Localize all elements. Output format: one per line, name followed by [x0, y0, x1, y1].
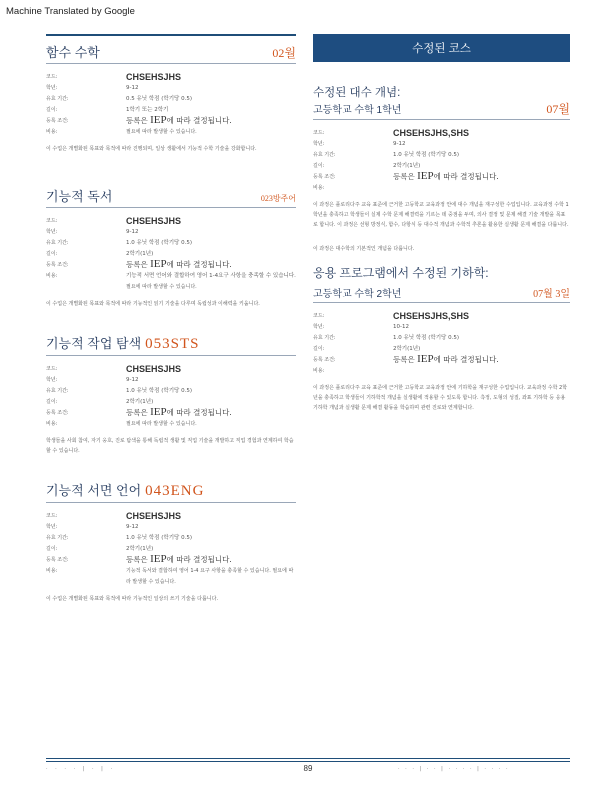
course-code-value: CHSEHSJHS — [126, 72, 182, 82]
iep-term: IEP — [150, 258, 167, 270]
right-column — [313, 34, 570, 413]
info-value: 9-12 — [393, 141, 406, 147]
info-label: 길이: — [46, 107, 58, 113]
info-label: 등록 조건: — [46, 262, 69, 268]
enrollment-value — [126, 260, 296, 269]
info-row — [313, 172, 570, 183]
enrollment-prefix: 등록은 — [393, 355, 418, 364]
info-value: 10-12 — [393, 324, 409, 330]
info-row — [313, 333, 570, 344]
info-row — [46, 271, 296, 282]
info-value: 2학기(1년) — [126, 251, 154, 257]
course-code-value: CHSEHSJHS,SHS — [393, 311, 470, 321]
info-value: 필요에 따라 발생할 수 있습니다. — [126, 284, 197, 290]
info-row — [313, 322, 570, 333]
info-row — [46, 397, 296, 408]
info-label: 등록 조건: — [46, 410, 69, 416]
info-label: 유효 기간: — [46, 240, 69, 246]
info-label: 비용: — [313, 368, 325, 374]
enrollment-suffix: 에 따라 결정됩니다. — [166, 408, 232, 417]
divider — [313, 302, 570, 303]
info-label: 비용: — [46, 421, 58, 427]
info-row — [46, 94, 296, 105]
info-value: 1.0 유닛 학점 (학기당 0.5) — [393, 335, 459, 341]
info-row — [313, 344, 570, 355]
info-label: 학년: — [46, 85, 58, 91]
info-label: 비용: — [46, 273, 58, 279]
info-label: 등록 조건: — [313, 174, 336, 180]
top-rule — [46, 34, 296, 36]
info-label: 코드: — [313, 313, 325, 319]
enrollment-value — [126, 555, 296, 564]
course-title: 기능적 서면 언어 — [46, 483, 142, 498]
info-row — [313, 150, 570, 161]
iep-term: IEP — [150, 553, 167, 565]
info-row — [313, 183, 570, 194]
course-subtitle: 고등학교 수학 1학년 — [313, 105, 402, 116]
info-row — [46, 375, 296, 386]
info-value: 9-12 — [126, 377, 139, 383]
info-label: 길이: — [46, 546, 58, 552]
course-title: 기능적 독서 — [46, 189, 113, 204]
info-value: 1.0 유닛 학점 (학기당 0.5) — [126, 535, 192, 541]
course-functional-math — [46, 42, 296, 154]
enrollment-suffix: 에 따라 결정됩니다. — [166, 260, 232, 269]
info-label: 비용: — [46, 568, 58, 574]
course-info-rows — [313, 128, 570, 194]
info-label: 길이: — [46, 251, 58, 257]
info-row — [313, 311, 570, 322]
course-code: 043ENG — [145, 483, 205, 499]
course-description: 이 수업은 개별화된 목표와 목적에 따라 진행되며, 일상 생활에서 기능적 수학 기술을 강화합니다. — [46, 146, 257, 152]
course-description: 이 과정은 플로리다주 교육 표준에 근거한 고등학교 교육과정 안에 기하학을 재구성한 수업입니다. 교육과정 수학 2학년을 충족하고 학생들이 기하학적 개념을 실생활에 적용할 수 있도록 합니다. 측정, 도형의 성질, 좌표 기하학 등 응용 기하학 개념과 실생활 문제 해결 활동을 학습하며 관련 진로와 연계합니다. — [313, 385, 568, 411]
enrollment-value — [393, 172, 570, 181]
info-row — [46, 419, 296, 430]
info-row — [46, 72, 296, 83]
page-number: 89 — [303, 764, 313, 773]
info-label: 코드: — [46, 218, 58, 224]
course-title: 함수 수학 — [46, 45, 100, 60]
course-info-rows — [313, 311, 570, 377]
info-label: 코드: — [46, 366, 58, 372]
course-code: 07월 3일 — [533, 289, 570, 300]
info-row — [46, 260, 296, 271]
info-value: 1.0 유닛 학점 (학기당 0.5) — [126, 240, 192, 246]
course-modified-algebra — [313, 84, 570, 254]
course-code: 02월 — [272, 46, 296, 60]
info-row — [46, 408, 296, 419]
info-value: 2학기(1년) — [393, 163, 421, 169]
course-code: 023방주어 — [260, 194, 296, 203]
info-label: 학년: — [46, 377, 58, 383]
info-value: 2학기(1년) — [393, 346, 421, 352]
course-title: 응용 프로그램에서 수정된 기하학: — [313, 266, 489, 280]
footer-right-text: · · · | · · | · · · · | · · · · — [398, 766, 510, 772]
info-row — [46, 282, 296, 293]
course-info-rows — [46, 364, 296, 430]
info-row — [313, 139, 570, 150]
enrollment-prefix: 등록은 — [126, 116, 151, 125]
footer-rule — [46, 758, 570, 759]
info-label: 학년: — [313, 324, 325, 330]
divider — [46, 355, 296, 356]
info-row — [46, 116, 296, 127]
left-column — [46, 34, 296, 604]
course-code-value: CHSEHSJHS — [126, 216, 182, 226]
info-row — [46, 364, 296, 375]
enrollment-prefix: 등록은 — [126, 555, 151, 564]
info-row — [46, 533, 296, 544]
divider — [46, 207, 296, 208]
info-label: 코드: — [313, 130, 325, 136]
footer-rule — [46, 761, 570, 762]
info-row — [313, 355, 570, 366]
info-row — [313, 161, 570, 172]
course-functional-reading — [46, 186, 296, 309]
course-note: 이 과정은 대수학의 기본적인 개념을 다룹니다. — [313, 246, 415, 252]
info-row — [46, 249, 296, 260]
info-value: 9-12 — [126, 524, 139, 530]
enrollment-suffix: 에 따라 결정됩니다. — [166, 116, 232, 125]
course-title: 수정된 대수 개념: — [313, 87, 401, 99]
section-heading: 수정된 코스 — [412, 43, 471, 55]
info-label: 비용: — [46, 129, 58, 135]
divider — [46, 63, 296, 64]
course-title: 기능적 작업 탐색 — [46, 336, 142, 351]
info-value: 1.0 유닛 학점 (학기당 0.5) — [126, 388, 192, 394]
info-label: 코드: — [46, 513, 58, 519]
iep-term: IEP — [150, 406, 167, 418]
info-row — [46, 566, 296, 588]
enrollment-value — [126, 116, 296, 125]
info-row — [46, 386, 296, 397]
info-label: 학년: — [313, 141, 325, 147]
enrollment-value — [393, 355, 570, 364]
course-code: 07월 — [546, 102, 570, 116]
info-row — [46, 83, 296, 94]
info-value: 9-12 — [126, 229, 139, 235]
info-label: 코드: — [46, 74, 58, 80]
info-label: 등록 조건: — [46, 118, 69, 124]
course-info-rows — [46, 216, 296, 293]
iep-term: IEP — [417, 353, 434, 365]
course-code-value: CHSEHSJHS — [126, 364, 182, 374]
info-label: 등록 조건: — [313, 357, 336, 363]
info-row — [46, 544, 296, 555]
info-label: 유효 기간: — [46, 388, 69, 394]
course-modified-geometry — [313, 264, 570, 413]
enrollment-suffix: 에 따라 결정됩니다. — [433, 355, 499, 364]
enrollment-prefix: 등록은 — [393, 172, 418, 181]
modified-courses-header — [313, 34, 570, 62]
page-footer — [46, 764, 570, 776]
course-info-rows — [46, 72, 296, 138]
info-value: 기능적 독서와 결합하여 영어 1-4 요구 사항을 충족할 수 있습니다. 필요에 따라 발생할 수 있습니다. — [126, 568, 294, 585]
course-description: 이 수업은 개별화된 목표와 목적에 따라 기능적인 일상의 쓰기 기술을 다룹니다. — [46, 596, 219, 602]
info-value: 기능적 서면 언어와 결합하여 영어 1-4요구 사항을 충족할 수 있습니다. — [126, 273, 296, 279]
info-label: 유효 기간: — [313, 152, 336, 158]
iep-term: IEP — [150, 114, 167, 126]
info-row — [46, 522, 296, 533]
footer-left-text: · · · · | · | · — [46, 766, 116, 772]
info-label: 비용: — [313, 185, 325, 191]
info-value: 1.0 유닛 학점 (학기당 0.5) — [393, 152, 459, 158]
course-description: 학생들을 사회 참여, 자기 옹호, 진로 탐색을 통해 독립적 생활 및 직업 기술을 개발하고 직업 경험과 연계하여 학습할 수 있습니다. — [46, 438, 294, 454]
info-label: 길이: — [313, 163, 325, 169]
info-label: 길이: — [46, 399, 58, 405]
course-code-value: CHSEHSJHS,SHS — [393, 128, 470, 138]
course-functional-written-language — [46, 480, 296, 604]
info-value: 2학기(1년) — [126, 546, 154, 552]
course-code-value: CHSEHSJHS — [126, 511, 182, 521]
info-value: 2학기(1년) — [126, 399, 154, 405]
info-label: 등록 조건: — [46, 557, 69, 563]
info-value: 필요에 따라 발생할 수 있습니다. — [126, 421, 197, 427]
course-description: 이 수업은 개별화된 목표와 목적에 따라 기능적인 읽기 기술을 다루며 독립성과 이해력을 키웁니다. — [46, 301, 260, 307]
course-description: 이 과정은 플로리다주 교육 표준에 근거한 고등학교 교육과정 안에 대수 개념을 재구성한 수업입니다. 교육과정 수학 1학년을 충족하고 학생들이 실제 수학 문제 해결력을 기르는 데 중점을 두며, 의사 결정 및 문제 해결 기술 개발을 목표로 합니다. 이 과정은 선형 방정식, 함수, 다항식 등 대수적 개념과 수학적 추론을 활용한 실생활 문제 해결을 다룹니다. — [313, 202, 569, 228]
info-row — [46, 238, 296, 249]
divider — [46, 502, 296, 503]
course-info-rows — [46, 511, 296, 588]
divider — [313, 119, 570, 120]
course-code: 053STS — [145, 336, 200, 352]
info-label: 길이: — [313, 346, 325, 352]
info-row — [46, 105, 296, 116]
info-row — [46, 127, 296, 138]
info-row — [313, 128, 570, 139]
course-functional-job-exploration — [46, 333, 296, 456]
enrollment-suffix: 에 따라 결정됩니다. — [433, 172, 499, 181]
info-label: 유효 기간: — [313, 335, 336, 341]
info-value: 9-12 — [126, 85, 139, 91]
info-label: 학년: — [46, 524, 58, 530]
iep-term: IEP — [417, 170, 434, 182]
info-label: 유효 기간: — [46, 96, 69, 102]
info-value: 필요에 따라 발생할 수 있습니다. — [126, 129, 197, 135]
info-value: 0.5 유닛 학점 (학기당 0.5) — [126, 96, 192, 102]
course-subtitle: 고등학교 수학 2학년 — [313, 289, 402, 300]
info-value: 1학기 또는 2학기 — [126, 107, 169, 113]
info-row — [313, 366, 570, 377]
enrollment-value — [126, 408, 296, 417]
info-row — [46, 227, 296, 238]
info-label: 유효 기간: — [46, 535, 69, 541]
info-row — [46, 511, 296, 522]
enrollment-prefix: 등록은 — [126, 260, 151, 269]
info-label: 학년: — [46, 229, 58, 235]
enrollment-suffix: 에 따라 결정됩니다. — [166, 555, 232, 564]
info-row — [46, 555, 296, 566]
info-row — [46, 216, 296, 227]
enrollment-prefix: 등록은 — [126, 408, 151, 417]
machine-translated-banner: Machine Translated by Google — [6, 6, 135, 17]
